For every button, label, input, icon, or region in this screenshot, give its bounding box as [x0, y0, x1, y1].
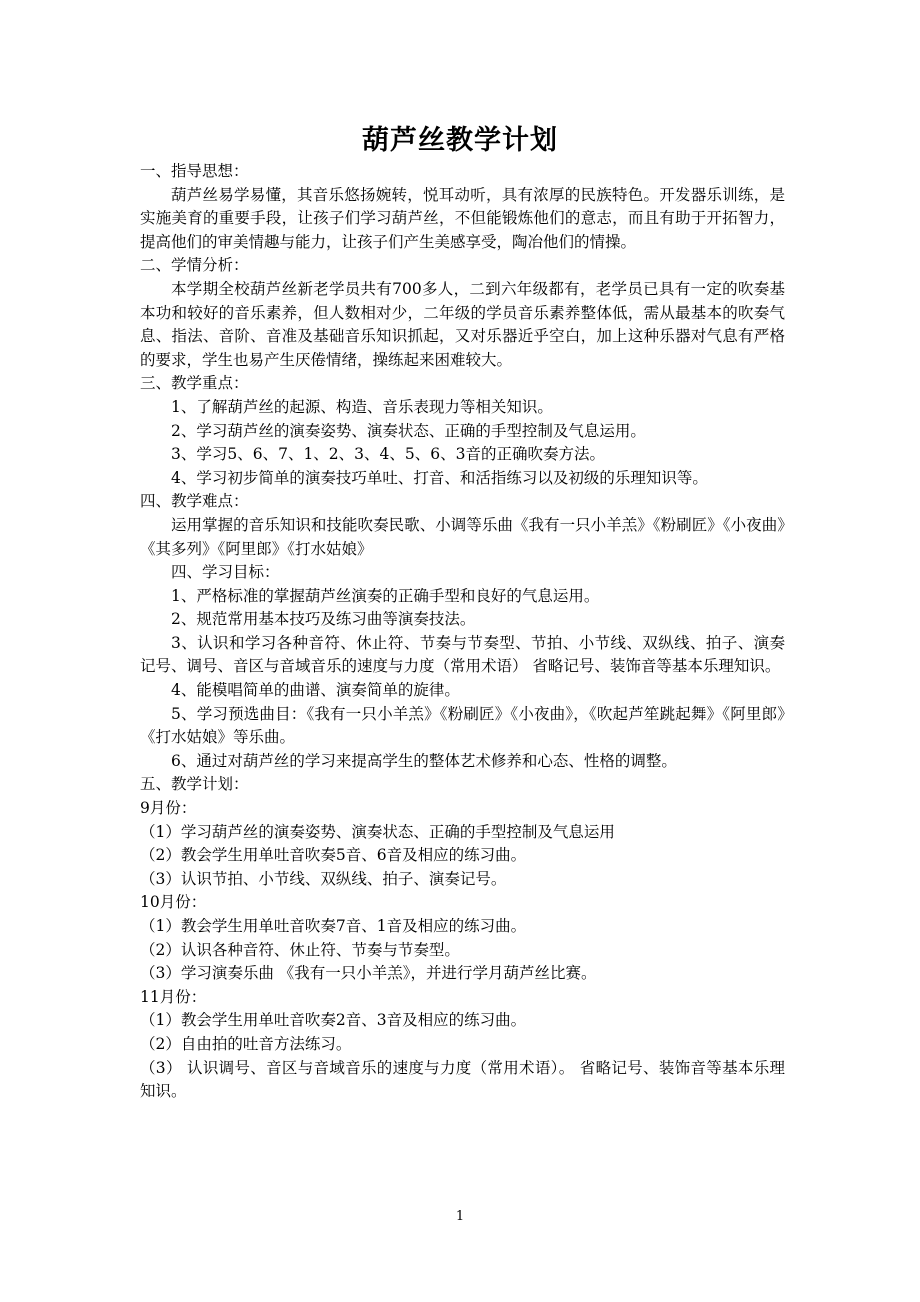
list-item: 4、学习初步简单的演奏技巧单吐、打音、和活指练习以及初级的乐理知识等。 — [171, 468, 708, 487]
list-item: 5、学习预选曲目：《我有一只小羊羔》《粉刷匠》《小夜曲》，《吹起芦笙跳起舞》《阿里郎》《打水姑娘》等乐曲。 — [140, 704, 785, 747]
section-heading-student-analysis: 二、学情分析： — [140, 256, 249, 275]
list-item: 4、能模唱简单的曲谱、演奏简单的旋律。 — [171, 681, 460, 700]
list-item: 2、学习葫芦丝的演奏姿势、演奏状态、正确的手型控制及气息运用。 — [171, 421, 646, 440]
list-item: （2）教会学生用单吐音吹奏5音、6音及相应的练习曲。 — [140, 846, 527, 865]
paragraph-guiding-thought: 葫芦丝易学易懂，其音乐悠扬婉转，悦耳动听，具有浓厚的民族特色。开发器乐训练，是实施美育的重要手段，让孩子们学习葫芦丝，不但能锻炼他们的意志，而且有助于开拓智力，提高他们的审美情趣与能力，让孩子们产生美感享受，陶冶他们的情操。 — [140, 185, 785, 251]
month-label-october: 10月份： — [140, 893, 207, 912]
month-label-september: 9月份： — [140, 799, 197, 818]
month-label-november: 11月份： — [140, 987, 207, 1006]
list-item: 3、学习5、6、7、1、2、3、4、5、6、3音的正确吹奏方法。 — [171, 445, 605, 464]
list-item: （3）学习演奏乐曲 《我有一只小羊羔》，并进行学月葫芦丝比赛。 — [140, 964, 597, 983]
list-item: 3、认识和学习各种音符、休止符、节奏与节奏型、节拍、小节线、双纵线、拍子、演奏记号、调号、音区与音域音乐的速度与力度（常用术语） 省略记号、装饰音等基本乐理知识。 — [140, 633, 785, 676]
section-heading-learning-goals: 四、学习目标： — [171, 563, 280, 582]
list-item: （2）认识各种音符、休止符、节奏与节奏型。 — [140, 940, 460, 959]
list-item: （1）教会学生用单吐音吹奏7音、1音及相应的练习曲。 — [140, 917, 527, 935]
list-item: 1、严格标准的掌握葫芦丝演奏的正确手型和良好的气息运用。 — [171, 586, 600, 605]
paragraph-teaching-difficulty: 运用掌握的音乐知识和技能吹奏民歌、小调等乐曲《我有一只小羊羔》《粉刷匠》《小夜曲》《其多列》《阿里郎》《打水姑娘》 — [140, 515, 785, 558]
list-item: 2、规范常用基本技巧及练习曲等演奏技法。 — [171, 610, 476, 629]
section-heading-teaching-focus: 三、教学重点： — [140, 374, 249, 393]
list-item: （2）自由拍的吐音方法练习。 — [140, 1034, 352, 1053]
list-item: （1）教会学生用单吐音吹奏2音、3音及相应的练习曲。 — [140, 1011, 527, 1030]
page-number: 1 — [455, 1209, 465, 1224]
list-item: 1、了解葫芦丝的起源、构造、音乐表现力等相关知识。 — [171, 397, 553, 416]
list-item: （3） 认识调号、音区与音域音乐的速度与力度（常用术语）。 省略记号、装饰音等基本乐理知识。 — [140, 1058, 785, 1101]
list-item: （3）认识节拍、小节线、双纵线、拍子、演奏记号。 — [140, 869, 507, 888]
section-heading-teaching-plan: 五、教学计划： — [140, 775, 249, 794]
section-heading-guiding-thought: 一、指导思想： — [140, 162, 249, 180]
section-heading-teaching-difficulty: 四、教学难点： — [140, 492, 249, 511]
document-body — [140, 160, 785, 1104]
paragraph-student-analysis: 本学期全校葫芦丝新老学员共有700多人，二到六年级都有，老学员已具有一定的吹奏基本功和较好的音乐素养，但人数相对少，二年级的学员音乐素养整体低，需从最基本的吹奏气息、指法、音阶、音准及基础音乐知识抓起，又对乐器近乎空白，加上这种乐器对气息有严格的要求，学生也易产生厌倦情绪，操练起来困难较大。 — [140, 279, 785, 369]
page-title: 葫芦丝教学计划 — [362, 125, 558, 156]
list-item: （1）学习葫芦丝的演奏姿势、演奏状态、正确的手型控制及气息运用 — [140, 822, 615, 841]
list-item: 6、通过对葫芦丝的学习来提高学生的整体艺术修养和心态、性格的调整。 — [171, 751, 677, 770]
